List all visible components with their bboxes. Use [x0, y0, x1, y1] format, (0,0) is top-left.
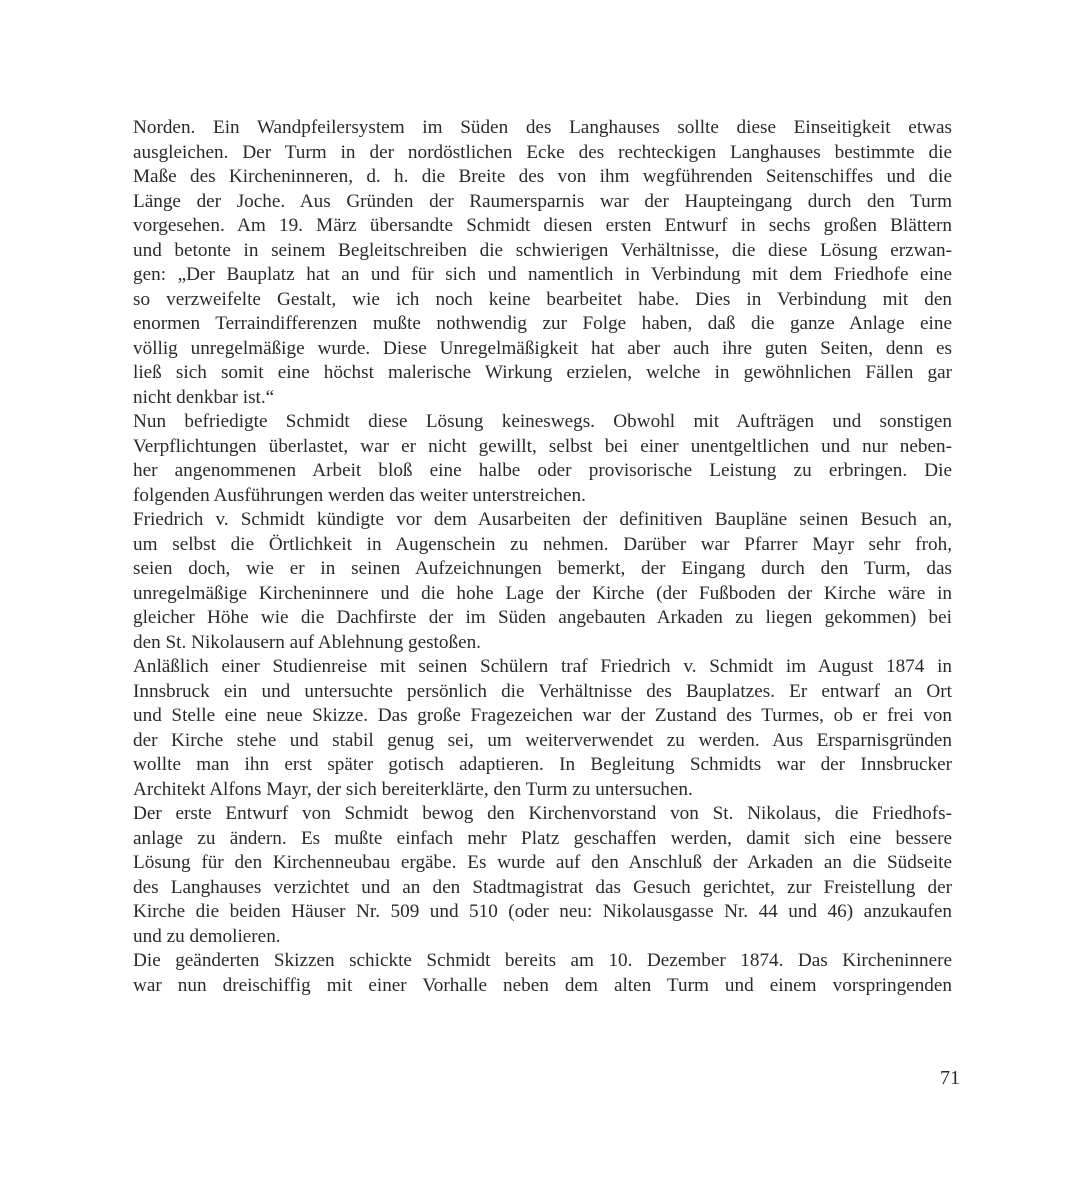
text-line: war nun dreischiffig mit einer Vorhalle neben dem alten Turm und einem vorspringenden	[133, 974, 952, 996]
text-line: nicht denkbar ist.“	[133, 386, 275, 408]
body-text	[133, 116, 952, 998]
text-line: Friedrich v. Schmidt kündigte vor dem Ausarbeiten der definitiven Baupläne seinen Besuch an,	[133, 509, 952, 530]
text-line: Maße des Kircheninneren, d. h. die Breite des von ihm wegführenden Seitenschiffes und die	[133, 166, 952, 187]
text-line: Lösung für den Kirchenneubau ergäbe. Es wurde auf den Anschluß der Arkaden an die Südseite	[133, 852, 952, 873]
text-line: Verpflichtungen überlastet, war er nicht gewillt, selbst bei einer unentgeltlichen und nur neben-	[133, 435, 952, 457]
text-line: völlig unregelmäßige wurde. Diese Unregelmäßigkeit hat aber auch ihre guten Seiten, denn es	[133, 337, 952, 359]
text-line: Architekt Alfons Mayr, der sich bereiterklärte, den Turm zu untersuchen.	[133, 778, 693, 800]
text-line: gleicher Höhe wie die Dachfirste der im Süden angebauten Arkaden zu liegen gekommen) bei	[133, 607, 952, 628]
text-line: um selbst die Örtlichkeit in Augenschein zu nehmen. Darüber war Pfarrer Mayr sehr froh,	[133, 533, 952, 555]
text-line: seien doch, wie er in seinen Aufzeichnungen bemerkt, der Eingang durch den Turm, das	[133, 558, 952, 579]
text-line: gen: „Der Bauplatz hat an und für sich und namentlich in Verbindung mit dem Friedhofe eine	[133, 264, 952, 285]
text-line: ließ sich somit eine höchst malerische Wirkung erzielen, welche in gewöhnlichen Fällen gar	[133, 362, 952, 383]
text-line: folgenden Ausführungen werden das weiter unterstreichen.	[133, 484, 586, 506]
text-line: Kirche die beiden Häuser Nr. 509 und 510 (oder neu: Nikolausgasse Nr. 44 und 46) anzukaufen	[133, 901, 952, 922]
text-line: der Kirche stehe und stabil genug sei, um weiterverwendet zu werden. Aus Ersparnisgründen	[133, 729, 952, 751]
text-line: wollte man ihn erst später gotisch adaptieren. In Begleitung Schmidts war der Innsbrucker	[133, 754, 952, 775]
page-number: 71	[940, 1067, 960, 1089]
text-line: unregelmäßige Kircheninnere und die hohe Lage der Kirche (der Fußboden der Kirche wäre in	[133, 582, 952, 604]
text-line: vorgesehen. Am 19. März übersandte Schmidt diesen ersten Entwurf in sechs großen Blättern	[133, 215, 952, 236]
text-line: enormen Terraindifferenzen mußte nothwendig zur Folge haben, daß die ganze Anlage eine	[133, 313, 952, 334]
text-line: und zu demolieren.	[133, 925, 281, 947]
text-line: Norden. Ein Wandpfeilersystem im Süden des Langhauses sollte diese Einseitigkeit etwas	[133, 117, 952, 138]
text-line: den St. Nikolausern auf Ablehnung gestoßen.	[133, 631, 481, 653]
text-line: anlage zu ändern. Es mußte einfach mehr Platz geschaffen werden, damit sich eine bessere	[133, 827, 952, 849]
text-line: Anläßlich einer Studienreise mit seinen Schülern traf Friedrich v. Schmidt im August 1874 in	[133, 656, 952, 677]
text-line: so verzweifelte Gestalt, wie ich noch keine bearbeitet habe. Dies in Verbindung mit den	[133, 288, 952, 310]
text-line: her angenommenen Arbeit bloß eine halbe oder provisorische Leistung zu erbringen. Die	[133, 460, 952, 481]
text-line: Die geänderten Skizzen schickte Schmidt bereits am 10. Dezember 1874. Das Kircheninnere	[133, 950, 952, 971]
text-line: Länge der Joche. Aus Gründen der Raumersparnis war der Haupteingang durch den Turm	[133, 190, 952, 212]
text-line: und betonte in seinem Begleitschreiben die schwierigen Verhältnisse, die diese Lösung erzwan-	[133, 239, 952, 261]
text-line: Nun befriedigte Schmidt diese Lösung keineswegs. Obwohl mit Aufträgen und sonstigen	[133, 411, 952, 432]
text-line: des Langhauses verzichtet und an den Stadtmagistrat das Gesuch gerichtet, zur Freistellung der	[133, 876, 952, 898]
text-line: Innsbruck ein und untersuchte persönlich die Verhältnisse des Bauplatzes. Er entwarf an Ort	[133, 680, 952, 702]
text-line: Der erste Entwurf von Schmidt bewog den Kirchenvorstand von St. Nikolaus, die Friedhofs-	[133, 803, 952, 824]
text-line: und Stelle eine neue Skizze. Das große Fragezeichen war der Zustand des Turmes, ob er frei von	[133, 705, 952, 726]
text-line: ausgleichen. Der Turm in der nordöstlichen Ecke des rechteckigen Langhauses bestimmte die	[133, 141, 952, 163]
